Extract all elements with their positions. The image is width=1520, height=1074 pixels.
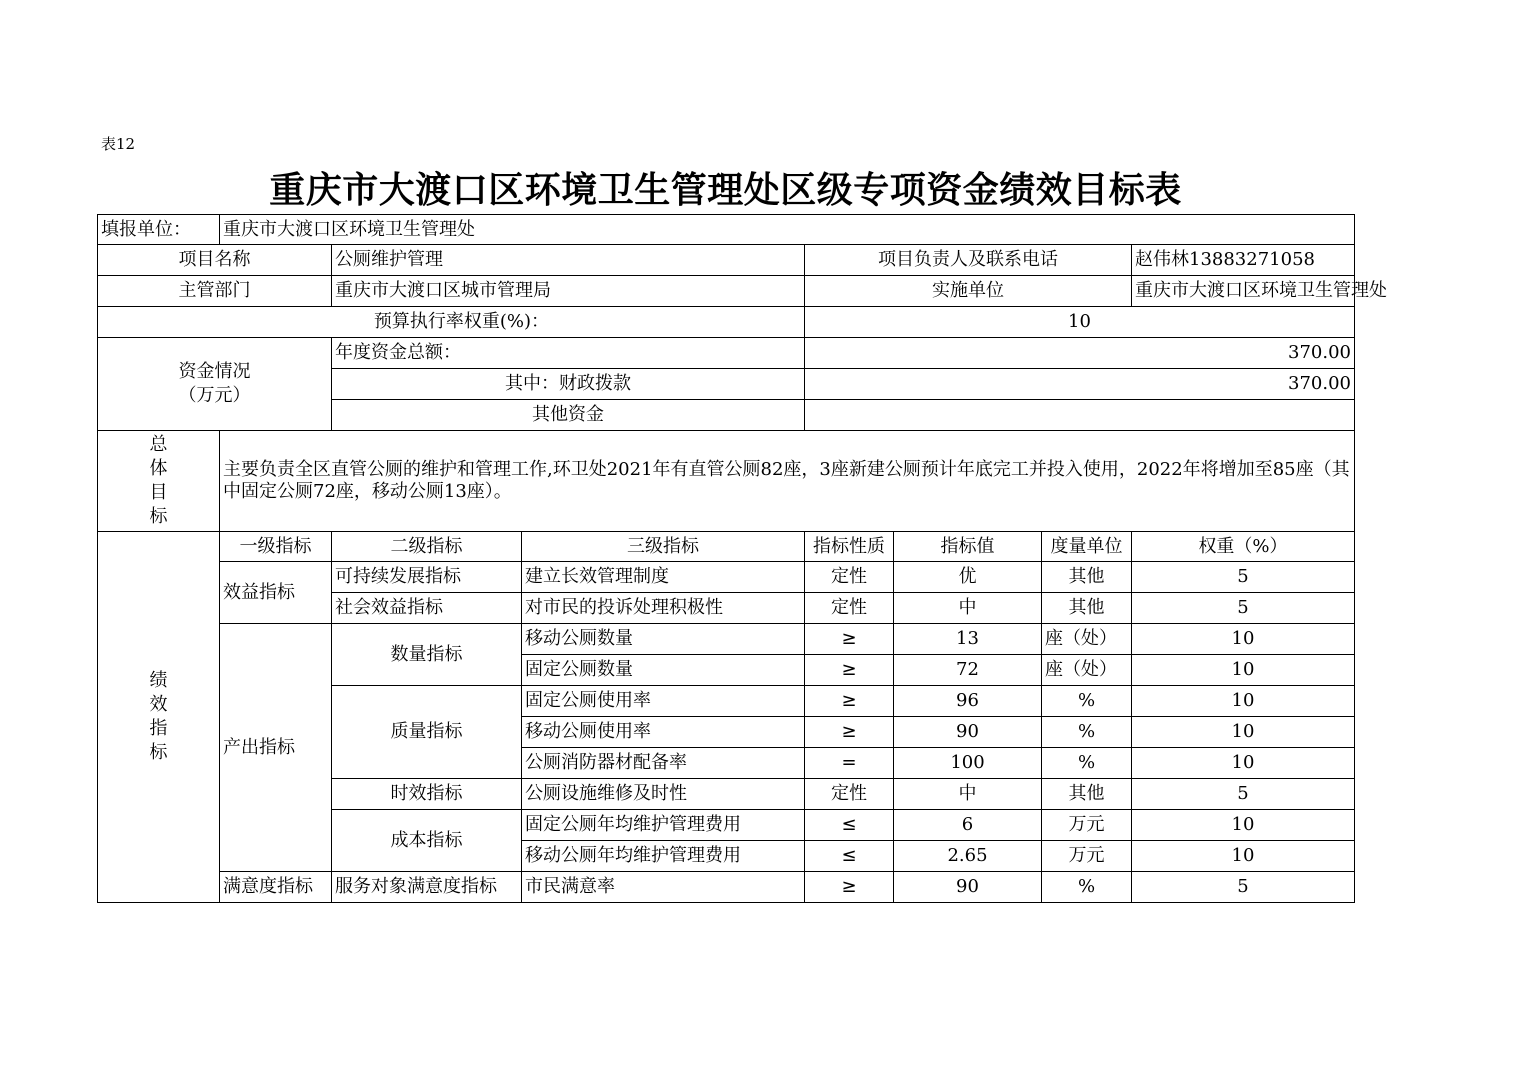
level2-quantity: 数量指标 — [332, 624, 522, 686]
indicator-label-char: 效 — [149, 694, 168, 715]
goal-label-char: 目 — [149, 482, 168, 503]
fill-unit-label: 填报单位： — [98, 215, 220, 245]
level2-quality: 质量指标 — [332, 686, 522, 779]
goal-label-char: 标 — [149, 506, 168, 527]
page-title: 重庆市大渡口区环境卫生管理处区级专项资金绩效目标表 — [269, 170, 1182, 211]
implementing-unit-value: 重庆市大渡口区环境卫生管理处 — [1132, 276, 1355, 307]
project-name-value: 公厕维护管理 — [332, 245, 805, 276]
level2-timeliness: 时效指标 — [332, 779, 522, 810]
weight-cell: 10 — [1132, 686, 1355, 717]
funds-fiscal-label: 其中：财政拨款 — [332, 369, 805, 400]
overall-goal-row — [98, 431, 1355, 532]
weight-cell: 10 — [1132, 655, 1355, 686]
value-cell: 优 — [894, 562, 1042, 593]
project-name-row — [98, 245, 1355, 276]
level3-cell: 移动公厕数量 — [522, 624, 805, 655]
unit-cell: 座（处） — [1042, 655, 1132, 686]
nature-cell: ≤ — [805, 841, 894, 872]
funds-other-label: 其他资金 — [332, 400, 805, 431]
funds-total-label: 年度资金总额： — [332, 338, 805, 369]
value-cell: 中 — [894, 593, 1042, 624]
value-cell: 13 — [894, 624, 1042, 655]
indicator-label-char: 标 — [149, 742, 168, 763]
weight-cell: 5 — [1132, 872, 1355, 903]
indicator-label-char: 指 — [149, 718, 168, 739]
table-number: 表12 — [101, 135, 136, 153]
column-header: 权重（%） — [1132, 532, 1355, 562]
level3-cell: 建立长效管理制度 — [522, 562, 805, 593]
level3-cell: 固定公厕年均维护管理费用 — [522, 810, 805, 841]
budget-weight-row — [98, 307, 1355, 338]
nature-cell: ≥ — [805, 624, 894, 655]
weight-cell: 10 — [1132, 717, 1355, 748]
level3-cell: 对市民的投诉处理积极性 — [522, 593, 805, 624]
indicator-header-row — [98, 532, 1355, 562]
value-cell: 96 — [894, 686, 1042, 717]
goal-label-char: 体 — [149, 458, 168, 479]
weight-cell: 5 — [1132, 562, 1355, 593]
weight-cell: 10 — [1132, 841, 1355, 872]
table-row — [98, 562, 1355, 593]
level2-social: 社会效益指标 — [332, 593, 522, 624]
unit-cell: 其他 — [1042, 562, 1132, 593]
weight-cell: 10 — [1132, 810, 1355, 841]
value-cell: 72 — [894, 655, 1042, 686]
funds-total-row — [98, 338, 1355, 369]
project-name-label: 项目名称 — [98, 245, 332, 276]
level3-cell: 公厕设施维修及时性 — [522, 779, 805, 810]
overall-goal-text: 主要负责全区直管公厕的维护和管理工作,环卫处2021年有直管公厕82座，3座新建公厕预计年底完工并投入使用，2022年将增加至85座（其中固定公厕72座，移动公厕13座）。 — [220, 431, 1355, 532]
column-header: 三级指标 — [522, 532, 805, 562]
contact-value: 赵伟林13883271058 — [1132, 245, 1355, 276]
value-cell: 2.65 — [894, 841, 1042, 872]
nature-cell: ≥ — [805, 655, 894, 686]
column-header: 指标值 — [894, 532, 1042, 562]
budget-weight-label: 预算执行率权重(%)： — [98, 307, 805, 338]
nature-cell: ≥ — [805, 717, 894, 748]
implementing-unit-label: 实施单位 — [805, 276, 1132, 307]
weight-cell: 5 — [1132, 779, 1355, 810]
column-header: 指标性质 — [805, 532, 894, 562]
level3-cell: 固定公厕使用率 — [522, 686, 805, 717]
level3-cell: 市民满意率 — [522, 872, 805, 903]
table-row — [98, 872, 1355, 903]
value-cell: 90 — [894, 717, 1042, 748]
nature-cell: 定性 — [805, 593, 894, 624]
funds-label-line1: 资金情况 — [178, 361, 251, 382]
performance-target-table — [97, 214, 1387, 903]
unit-cell: % — [1042, 872, 1132, 903]
department-row — [98, 276, 1355, 307]
value-cell: 100 — [894, 748, 1042, 779]
fill-unit-value: 重庆市大渡口区环境卫生管理处 — [220, 215, 1355, 245]
performance-indicator-label — [98, 532, 220, 903]
unit-cell: % — [1042, 717, 1132, 748]
weight-cell: 10 — [1132, 624, 1355, 655]
level3-cell: 移动公厕年均维护管理费用 — [522, 841, 805, 872]
column-header: 一级指标 — [220, 532, 332, 562]
unit-cell: 万元 — [1042, 810, 1132, 841]
fill-unit-row — [98, 215, 1355, 245]
table-row — [98, 624, 1355, 655]
level3-cell: 移动公厕使用率 — [522, 717, 805, 748]
funds-label-line2: （万元） — [178, 385, 251, 406]
value-cell: 中 — [894, 779, 1042, 810]
level3-cell: 固定公厕数量 — [522, 655, 805, 686]
level2-sustainable: 可持续发展指标 — [332, 562, 522, 593]
overall-goal-label — [98, 431, 220, 532]
goal-label-char: 总 — [149, 434, 168, 455]
column-header: 度量单位 — [1042, 532, 1132, 562]
budget-weight-value: 10 — [805, 307, 1355, 338]
unit-cell: % — [1042, 748, 1132, 779]
indicator-label-char: 绩 — [149, 670, 168, 691]
department-value: 重庆市大渡口区城市管理局 — [332, 276, 805, 307]
nature-cell: 定性 — [805, 562, 894, 593]
value-cell: 6 — [894, 810, 1042, 841]
funds-total-value: 370.00 — [805, 338, 1355, 369]
funds-fiscal-value: 370.00 — [805, 369, 1355, 400]
weight-cell: 5 — [1132, 593, 1355, 624]
level2-cost: 成本指标 — [332, 810, 522, 872]
level1-satisfaction: 满意度指标 — [220, 872, 332, 903]
nature-cell: ≥ — [805, 686, 894, 717]
weight-cell: 10 — [1132, 748, 1355, 779]
nature-cell: 定性 — [805, 779, 894, 810]
value-cell: 90 — [894, 872, 1042, 903]
level1-benefit: 效益指标 — [220, 562, 332, 624]
department-label: 主管部门 — [98, 276, 332, 307]
unit-cell: % — [1042, 686, 1132, 717]
funds-label — [98, 338, 332, 431]
funds-other-value — [805, 400, 1355, 431]
level2-service: 服务对象满意度指标 — [332, 872, 522, 903]
level3-cell: 公厕消防器材配备率 — [522, 748, 805, 779]
nature-cell: ≤ — [805, 810, 894, 841]
level1-output: 产出指标 — [220, 624, 332, 872]
nature-cell: = — [805, 748, 894, 779]
nature-cell: ≥ — [805, 872, 894, 903]
unit-cell: 其他 — [1042, 593, 1132, 624]
contact-label: 项目负责人及联系电话 — [805, 245, 1132, 276]
column-header: 二级指标 — [332, 532, 522, 562]
unit-cell: 其他 — [1042, 779, 1132, 810]
unit-cell: 座（处） — [1042, 624, 1132, 655]
unit-cell: 万元 — [1042, 841, 1132, 872]
